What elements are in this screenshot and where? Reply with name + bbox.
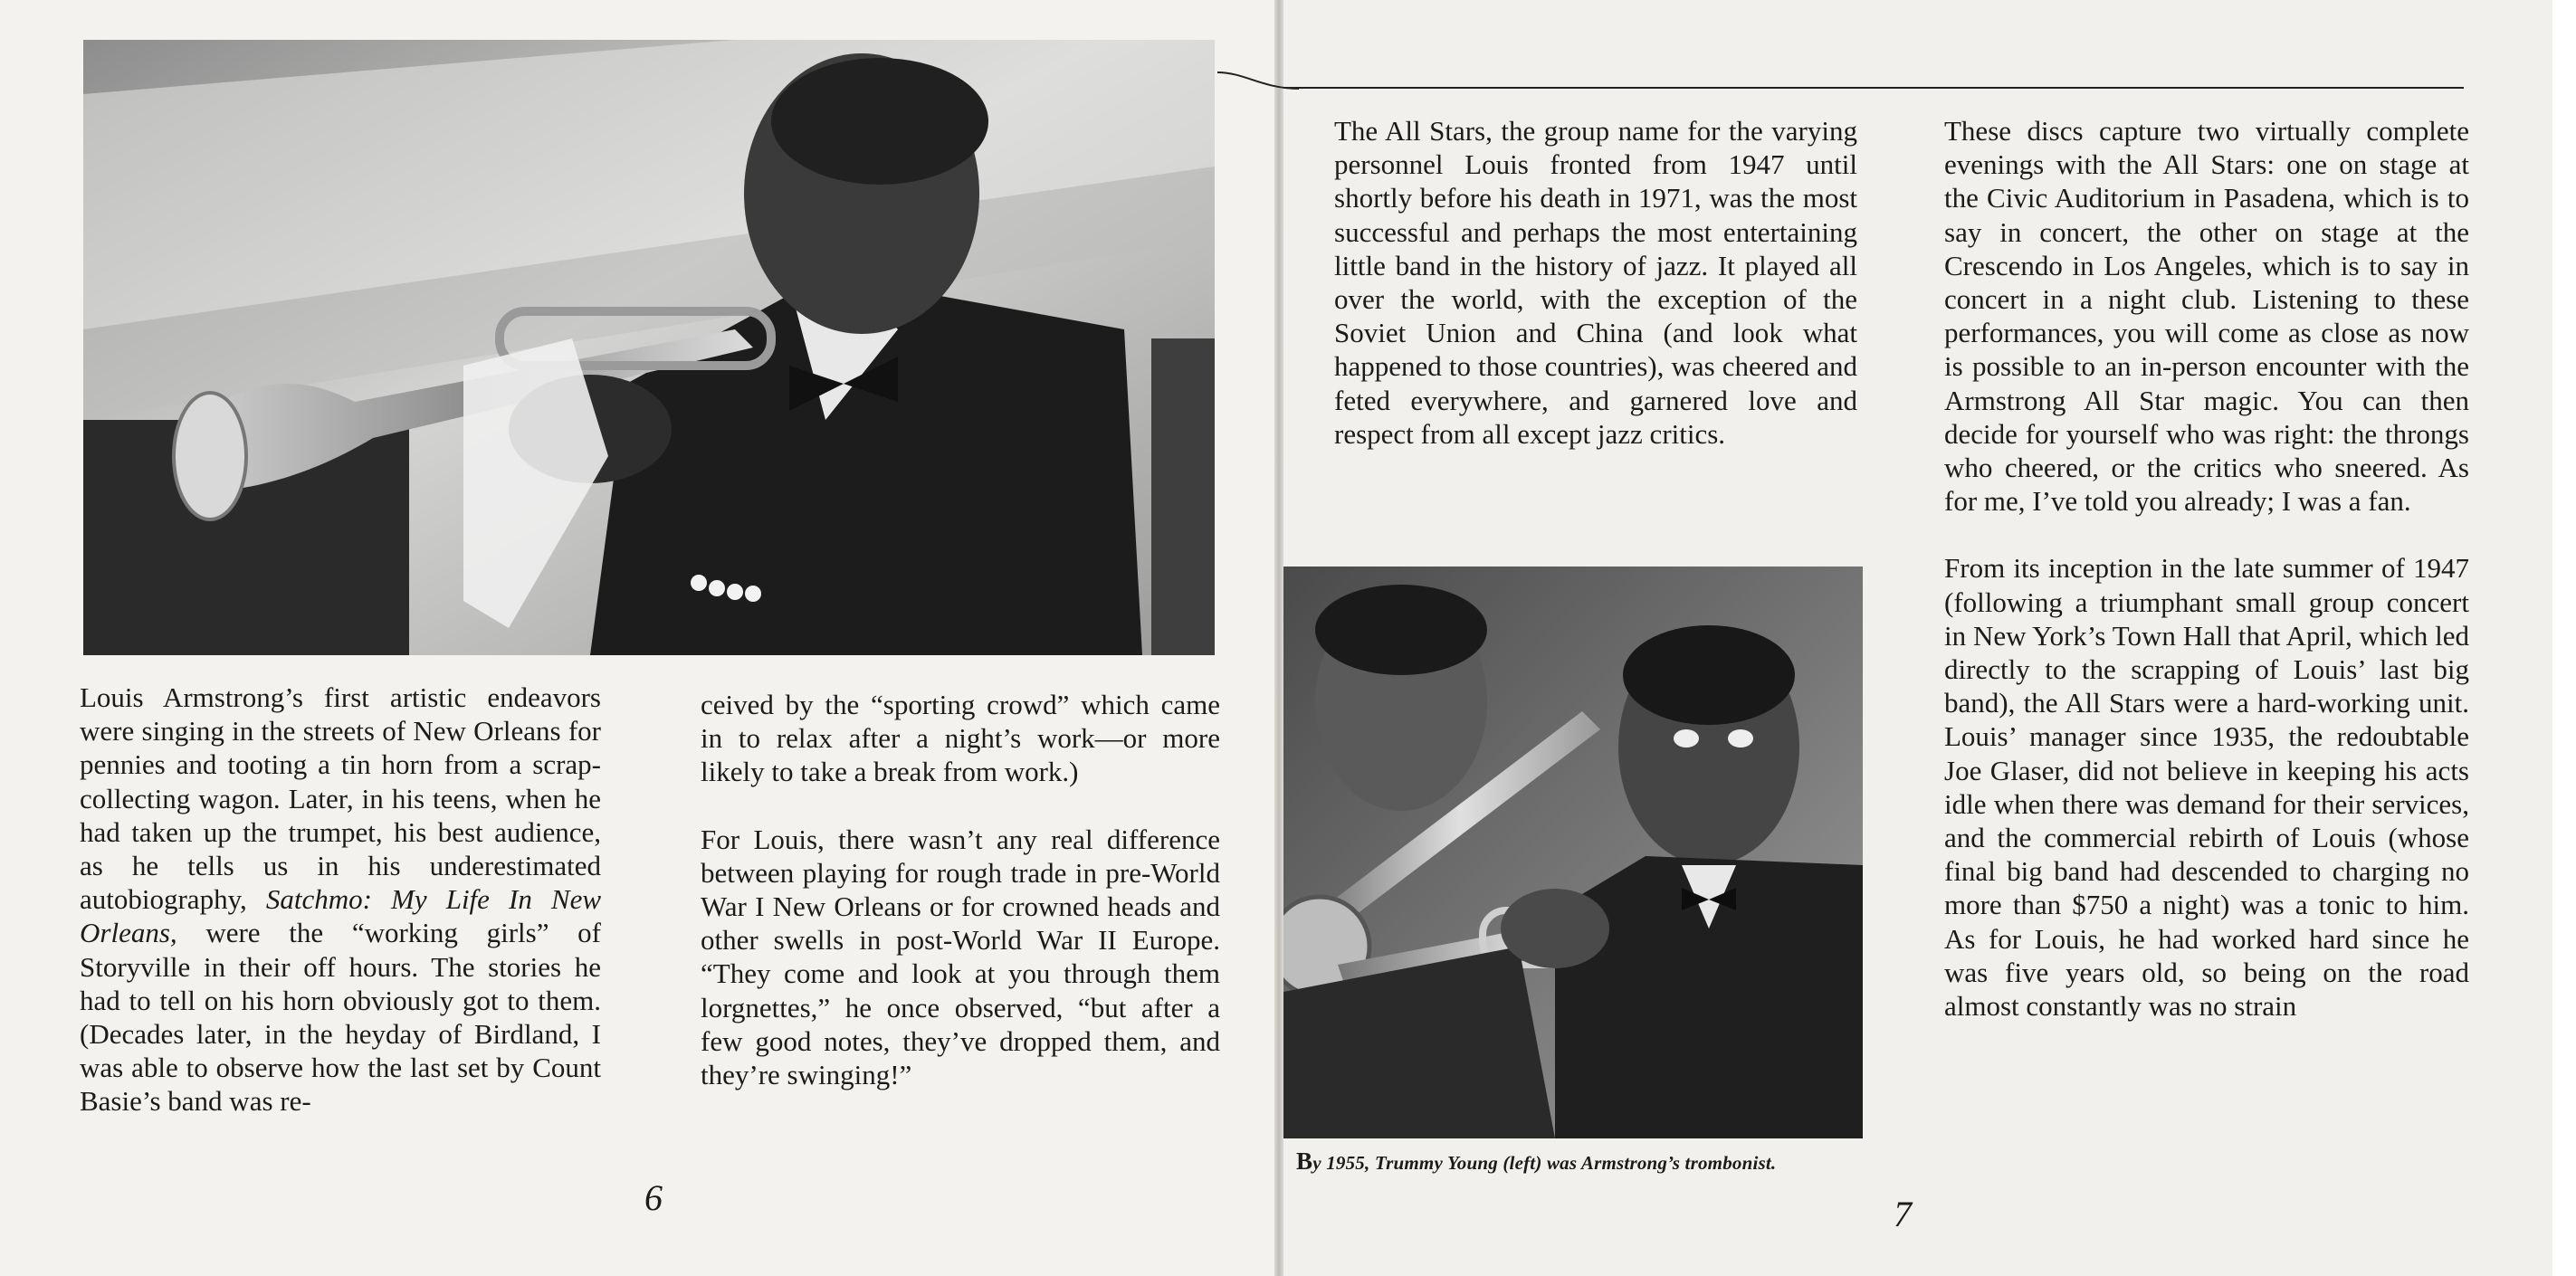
page-number-right: 7 xyxy=(1894,1194,1912,1234)
photo-illustration xyxy=(83,40,1215,655)
left-paragraph-1 xyxy=(80,681,601,1119)
right-column-2 xyxy=(1944,114,2469,1023)
two-trumpeters-photo xyxy=(1283,567,1863,1138)
left-paragraph-1-text-a: Louis Armstrong’s first artistic endeavors were singing in the streets of New Orleans for pennies and tooting a tin horn from a scrap-collecting wagon. Later, in his teens, when he had taken up the trumpet, his best audience, as he tells us in his underestimated autobiography, xyxy=(80,681,601,916)
caption-text: y 1955, Trummy Young (left) was Armstrong’s trombonist. xyxy=(1312,1152,1777,1174)
page-number-left: 6 xyxy=(644,1177,663,1218)
left-paragraph-3: For Louis, there wasn’t any real difference between playing for rough trade in pre-World War I New Orleans or for crowned heads and other swells in post-World War II Europe. “They come and look at you through them lorgnettes,” he once observed, “but after a few good notes, they’ve dropped them, and they’re swinging!” xyxy=(701,823,1220,1091)
photo-illustration-2 xyxy=(1283,567,1863,1138)
page-edge xyxy=(2552,0,2576,1276)
right-paragraph-1: The All Stars, the group name for the varying personnel Louis fronted from 1947 until shortly before his death in 1971, was the most successful and perhaps the most entertaining little band in the history of jazz. It played all over the world, with the exception of the Soviet Union and China (and look what happened to those countries), was cheered and feted everywhere, and garnered love and respect from all except jazz critics. xyxy=(1334,115,1857,450)
left-paragraph-1-text-b: were the “working girls” of Storyville in their off hours. The stories he had to tell on his horn obviously got to them. (Decades later, in the heyday of Birdland, I was able to observe how the last set by Count Basie’s band was re- xyxy=(80,917,601,1118)
left-paragraph-2: ceived by the “sporting crowd” which came in to relax after a night’s work—or more likely to take a break from work.) xyxy=(701,689,1220,788)
page-gutter xyxy=(1274,0,1283,1276)
right-paragraph-3: From its inception in the late summer of 1947 (following a triumphant small group concert in New York’s Town Hall that April, which led directly to the scrapping of Louis’ last big band), the All Stars were a hard-working unit. Louis’ manager since 1935, the redoubtable Joe Glaser, did not believe in keeping his acts idle when there was demand for their services, and the commercial rebirth of Louis (whose final big band had descended to charging no more than $750 a night) was a tonic to him. As for Louis, he had worked hard since he was five years old, so being on the road almost constantly was no strain xyxy=(1944,552,2469,1023)
caption-dropcap: B xyxy=(1296,1147,1313,1175)
photo-caption xyxy=(1296,1147,1875,1176)
right-paragraph-2: These discs capture two virtually complete evenings with the All Stars: one on stage at the Civic Auditorium in Pasadena, which is to say in concert, the other on stage at the Crescendo in Los Angeles, which is to say in concert in a night club. Listening to these performances, you will come as close as now is possible to an in-person encounter with the Armstrong All Star magic. You can then decide for yourself who was right: the throngs who cheered, or the critics who sneered. As for me, I’ve told you already; I was a fan. xyxy=(1944,115,2469,518)
right-column-1 xyxy=(1334,114,1857,451)
header-rule-curve xyxy=(1217,71,1299,92)
header-rule xyxy=(1283,87,2464,89)
trumpet-player-photo xyxy=(83,40,1215,655)
book-title: Satchmo: My Life In New Orleans, xyxy=(80,883,602,949)
left-column-1 xyxy=(80,681,601,1119)
left-column-2 xyxy=(701,688,1220,1091)
